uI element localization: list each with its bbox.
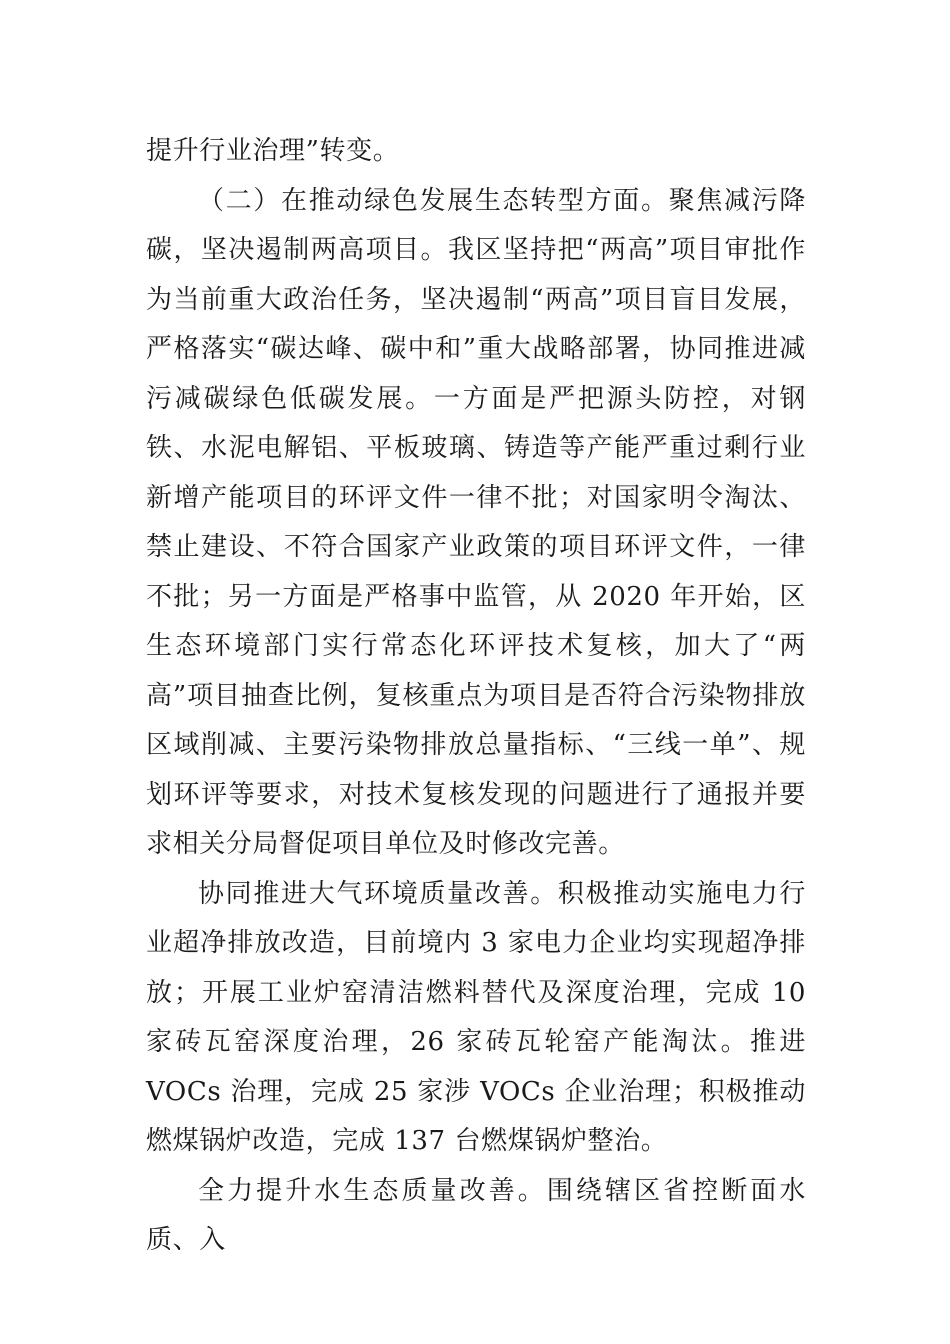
paragraph-green-development: （二）在推动绿色发展生态转型方面。聚焦减污降碳，坚决遏制两高项目。我区坚持把“两高”项目审批作为当前重大政治任务，坚决遏制“两高”项目盲目发展，严格落实“碳达峰、碳中和”重大战略部署，协同推进减污减碳绿色低碳发展。一方面是严把源头防控，对钢铁、水泥电解铝、平板玻璃、铸造等产能严重过剩行业新增产能项目的环评文件一律不批；对国家明令淘汰、禁止建设、不符合国家产业政策的项目环评文件，一律不批；另一方面是严格事中监管，从 2020 年开始，区生态环境部门实行常态化环评技术复核，加大了“两高”项目抽查比例，复核重点为项目是否符合污染物排放区域削减、主要污染物排放总量指标、“三线一单”、规划环评等要求，对技术复核发现的问题进行了通报并要求相关分局督促项目单位及时修改完善。	[146, 185, 806, 859]
paragraph-air-quality: 协同推进大气环境质量改善。积极推动实施电力行业超净排放改造，目前境内 3 家电力企业均实现超净排放；开展工业炉窑清洁燃料替代及深度治理，完成 10 家砖瓦窑深度治理，26 家砖瓦轮窑产能淘汰。推进 VOCs 治理，完成 25 家涉 VOCs 企业治理；积极推动燃煤锅炉改造，完成 137 台燃煤锅炉整治。	[146, 878, 806, 1156]
body-text	[146, 127, 806, 1266]
paragraph-water-ecology: 全力提升水生态质量改善。围绕辖区省控断面水质、入	[146, 1175, 806, 1255]
paragraph-continuation: 提升行业治理”转变。	[146, 136, 400, 166]
